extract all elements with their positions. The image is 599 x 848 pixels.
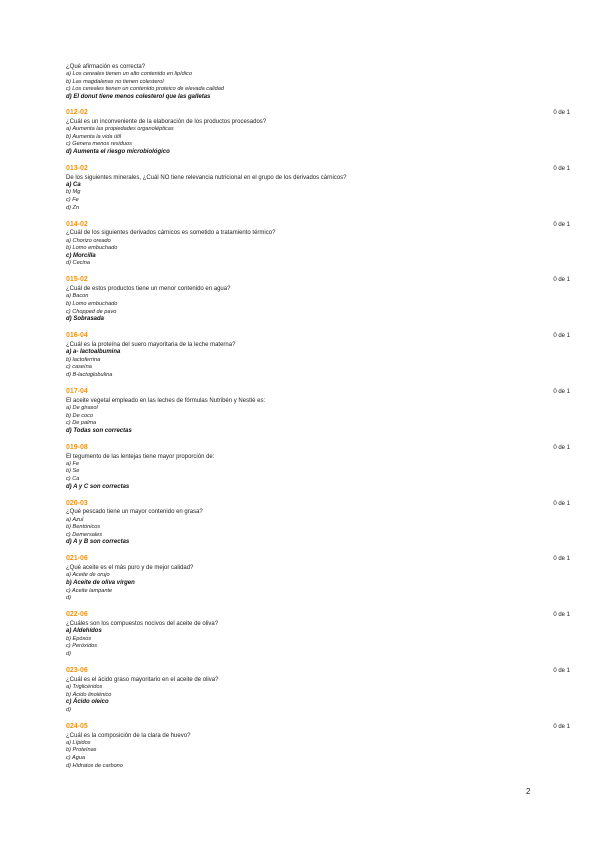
answer-option: d) Cecina	[66, 260, 90, 267]
answer-option: d) Zn	[66, 204, 80, 211]
question-code: 020-03	[66, 499, 88, 507]
answer-option-correct: a) a- lactoalbumina	[66, 349, 121, 356]
answer-option: c) De palma	[66, 420, 97, 427]
answer-option: a) Triglicéridos	[66, 683, 103, 690]
answer-option-correct: a) Aldehídos	[66, 628, 102, 635]
question-stem: ¿Qué pescado tiene un mayor contenido en grasa?	[66, 509, 203, 516]
question-code: 021-06	[66, 555, 88, 563]
question-block	[66, 555, 570, 611]
answer-option-correct: a) Ca	[66, 181, 81, 188]
answer-option: b) Se	[66, 468, 80, 475]
question-code: 012-02	[66, 109, 88, 116]
answer-option: c) Los cereales tienen un contenido proteico de elevada calidad	[66, 86, 224, 93]
answer-option: b) Proteínas	[66, 747, 97, 754]
question-code: 022-06	[66, 611, 88, 619]
answer-option-correct: c) Ácido oleico	[66, 699, 109, 706]
answer-option: d) B-lactoglobulina	[66, 371, 113, 378]
question-block	[66, 499, 570, 556]
question-code: 024-05	[66, 722, 88, 730]
question-stem: ¿Qué afirmación es correcta?	[66, 64, 146, 70]
question-stem: El tegumento de las lentejas tiene mayor proporción de:	[66, 453, 215, 460]
question-stem: ¿Cuál es el ácido graso mayoritario en el aceite de oliva?	[66, 676, 219, 683]
answer-option: b) Bentónicos	[66, 524, 101, 531]
answer-option: a) Fe	[66, 460, 80, 467]
question-score: 0 de 1	[553, 110, 570, 116]
question-score: 0 de 1	[553, 556, 570, 563]
question-code: 017-04	[66, 387, 88, 395]
answer-option-correct: d) A y C son correctas	[66, 483, 130, 490]
question-block	[66, 220, 570, 277]
answer-option-correct: d) Sobrasada	[66, 316, 105, 323]
answer-option: c) Demersales	[66, 531, 103, 538]
question-score: 0 de 1	[553, 500, 570, 507]
question-score: 0 de 1	[553, 612, 570, 619]
question-block	[66, 332, 570, 388]
question-score: 0 de 1	[553, 667, 570, 674]
answer-option: c) Ca	[66, 475, 80, 482]
answer-option: c) caseína	[66, 364, 92, 371]
question-block	[66, 666, 570, 723]
question-stem: El aceite vegetal empleado en las leches de fórmulas Nutribén y Nestlé es:	[66, 397, 266, 404]
answer-option: a) Bacon	[66, 293, 89, 300]
question-code: 016-04	[66, 332, 88, 340]
question-score: 0 de 1	[553, 444, 570, 451]
question-stem: ¿Qué aceite es el más puro y de mejor calidad?	[66, 565, 194, 572]
answer-option: c) Chopped de pavo	[66, 308, 117, 315]
answer-option: b) Epóxos	[66, 635, 92, 642]
answer-option: c) Agua	[66, 754, 86, 761]
question-block	[66, 722, 570, 779]
answer-option: d)	[66, 706, 71, 713]
answer-option: a) Chorizo oreado	[66, 237, 111, 244]
answer-option: b) Lomo embuchado	[66, 245, 118, 252]
question-stem: ¿Cuál de los siguientes derivados cárnicos es sometido a tratamiento térmico?	[66, 230, 276, 237]
answer-option: d)	[66, 595, 71, 602]
answer-option: a) Aumenta las propiedades organolépticas	[66, 125, 174, 132]
answer-option: b) lactoferrina	[66, 356, 101, 363]
answer-option: c) Aceite lampante	[66, 587, 113, 594]
question-block	[66, 387, 570, 444]
answer-option-correct: c) Morcilla	[66, 252, 96, 259]
answer-option: b) Ácido linolénico	[66, 691, 112, 698]
answer-option: a) Azul	[66, 516, 84, 523]
question-stem: ¿Cuál es la proteína del suero mayoritaria de la leche materna?	[66, 341, 236, 348]
answer-option: a) Aceite de orujo	[66, 572, 110, 579]
question-block	[66, 611, 570, 667]
answer-option-correct: d) Aumenta el riesgo microbiológico	[66, 148, 170, 155]
answer-option: b) Las magdalenas no tienen colesterol	[66, 78, 164, 85]
answer-option: b) De coco	[66, 412, 94, 419]
question-code: 015-02	[66, 276, 88, 284]
question-score: 0 de 1	[553, 388, 570, 395]
answer-option-correct: d) El donut tiene menos colesterol que las galletas	[66, 93, 211, 100]
question-stem: ¿Cuál es la composición de la clara de huevo?	[66, 732, 191, 739]
answer-option-correct: d) Todas son correctas	[66, 427, 132, 434]
question-score: 0 de 1	[553, 723, 570, 730]
answer-option: b) Lomo embuchado	[66, 300, 118, 307]
question-code: 014-02	[66, 220, 88, 228]
answer-option: c) Fe	[66, 196, 79, 203]
question-code: 023-06	[66, 666, 88, 674]
question-block	[66, 164, 570, 221]
answer-option: a) De girasol	[66, 404, 98, 411]
answer-option-correct: b) Aceite de oliva virgen	[66, 579, 135, 586]
question-block	[66, 443, 570, 500]
answer-option: b) Mg	[66, 189, 81, 196]
question-stem: De los siguientes minerales, ¿Cuál NO tiene relevancia nutricional en el grupo de los derivados cárnicos?	[66, 174, 347, 181]
answer-option: d)	[66, 650, 71, 657]
question-code: 013-02	[66, 164, 88, 172]
question-score: 0 de 1	[553, 333, 570, 340]
question-block	[66, 63, 546, 109]
answer-option: a) Lípidos	[66, 739, 91, 746]
question-score: 0 de 1	[553, 221, 570, 228]
answer-option: d) Hidratos de carbono	[66, 762, 123, 769]
answer-option: c) Peróxidos	[66, 643, 98, 650]
question-stem: ¿Cuáles son los compuestos nocivos del aceite de oliva?	[66, 620, 219, 627]
question-score: 0 de 1	[553, 165, 570, 172]
question-block	[66, 109, 570, 165]
question-list	[66, 63, 570, 779]
page-number: 2	[526, 787, 531, 796]
question-code: 019-08	[66, 443, 88, 451]
question-stem: ¿Cuál es un inconveniente de la elaboración de los productos procesados?	[66, 118, 267, 125]
answer-option: b) Aumenta la vida útil	[66, 133, 122, 140]
answer-option: c) Genera menos residuos	[66, 141, 132, 148]
question-stem: ¿Cuál de estos productos tiene un menor contenido en agua?	[66, 286, 231, 293]
answer-option: a) Los cereales tienen un alto contenido en lipídico	[66, 71, 192, 78]
answer-option-correct: d) A y B son correctas	[66, 539, 130, 546]
question-score: 0 de 1	[553, 277, 570, 284]
question-block	[66, 276, 570, 332]
